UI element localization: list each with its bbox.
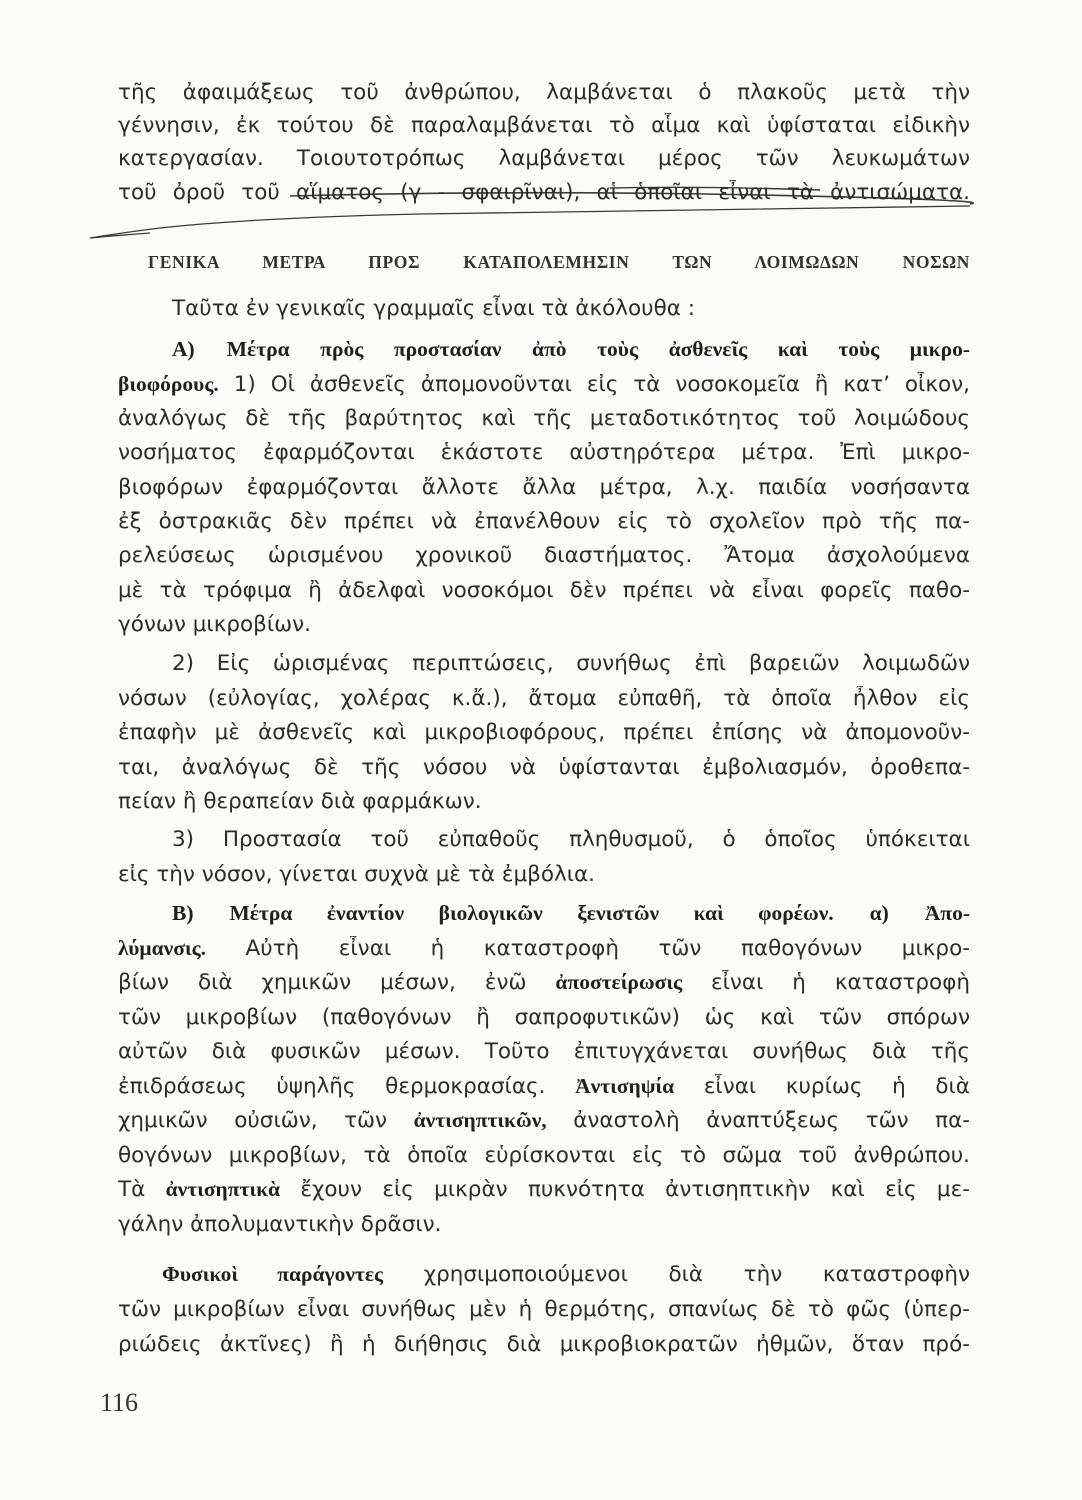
text-line: εἰς τὴν νόσον, γίνεται συχνὰ μὲ τὰ ἐμβόλια. [118,862,596,887]
text-segment: χημικῶν οὐσιῶν, τῶν [118,1108,388,1133]
text-segment: εἶναι κυρίως ἡ διὰ [703,1074,970,1099]
section-b-title-line [172,901,970,926]
text-segment: Τὰ [118,1177,146,1202]
text-segment: βίων διὰ χημικῶν μέσων, ἐνῶ [118,970,527,995]
text-line [118,1177,970,1202]
text-line [118,970,970,995]
text-segment: ἐπιδράσεως ὑψηλῆς θερμοκρασίας. [118,1074,546,1099]
term-physical-factors: Φυσικοὶ παράγοντες [162,1262,384,1286]
text-line: αὐτῶν διὰ φυσικῶν μέσων. Τοῦτο ἐπιτυγχάνεται συνήθως διὰ τῆς [118,1039,970,1064]
text-line: ρελεύσεως ὡρισμένου χρονικοῦ διαστήματος. Ἄτομα ἀσχολούμενα [118,543,970,568]
text-line [118,372,970,397]
text-line: ριώδεις ἀκτῖνες) ἢ ἡ διήθησις διὰ μικροβιοκρατῶν ἠθμῶν, ὅταν πρό- [118,1332,970,1357]
section-a-label: Α) [172,337,195,361]
item1-start: 1) Οἱ ἀσθενεῖς ἀπομονοῦνται εἰς τὰ νοσοκομεῖα ἢ κατ’ οἶκον, [233,372,970,397]
text-line: θογόνων μικροβίων, τὰ ὁποῖα εὑρίσκονται εἰς τὸ σῶμα τοῦ ἀνθρώπου. [118,1143,970,1168]
term-antisiptika-gen: ἀντισηπτικῶν, [413,1108,547,1132]
text-line: τῆς ἀφαιμάξεως τοῦ ἀνθρώπου, λαμβάνεται ὁ πλακοῦς μετὰ τὴν [118,80,970,105]
text-line: τῶν μικροβίων εἶναι συνήθως μὲν ἡ θερμότης, σπανίως δὲ τὸ φῶς (ὑπερ- [118,1297,970,1322]
text-line [118,936,970,961]
term-aposteirosis: ἀποστείρωσις [555,970,683,994]
text-line: 3) Προστασία τοῦ εὐπαθοῦς πληθυσμοῦ, ὁ ὁποῖος ὑπόκειται [172,827,970,852]
text-line [118,1108,970,1133]
text-line: μὲ τὰ τρόφιμα ἢ ἀδελφαὶ νοσοκόμοι δὲν πρέπει νὰ εἶναι φορεῖς παθο- [118,578,970,603]
text-segment: Αὐτὴ εἶναι ἡ καταστροφὴ τῶν παθογόνων μικρο- [245,936,970,961]
text-line: πείαν ἢ θεραπείαν διὰ φαρμάκων. [118,789,482,814]
text-line: νόσων (εὐλογίας, χολέρας κ.ἄ.), ἄτομα εὐπαθῆ, τὰ ὁποῖα ἦλθον εἰς [118,686,970,711]
text-line: νοσήματος ἐφαρμόζονται ἑκάστοτε αὐστηρότερα μέτρα. Ἐπὶ μικρο- [118,440,970,465]
text-line: γέννησιν, ἐκ τούτου δὲ παραλαμβάνεται τὸ αἷμα καὶ ὑφίσταται εἰδικὴν [118,113,970,138]
text-segment: εἶναι ἡ καταστροφὴ [711,970,970,995]
text-line: κατεργασίαν. Τοιουτοτρόπως λαμβάνεται μέρος τῶν λευκωμάτων [118,146,970,171]
text-line: ἀναλόγως δὲ τῆς βαρύτητος καὶ τῆς μεταδοτικότητος τοῦ λοιμώδους [118,406,970,431]
section-heading: ΓΕΝΙΚΑ ΜΕΤΡΑ ΠΡΟΣ ΚΑΤΑΠΟΛΕΜΗΣΙΝ ΤΩΝ ΛΟΙΜΩΔΩΝ ΝΟΣΩΝ [148,252,970,272]
term-antisiptika: ἀντισηπτικὰ [165,1177,281,1201]
sub-a-label: α) [869,901,889,925]
text-segment: χρησιμοποιούμενοι διὰ τὴν καταστροφὴν [423,1262,970,1287]
text-line [162,1262,970,1287]
term-apolymansis-end: λύμανσις. [118,936,207,960]
text-line [118,1074,970,1099]
text-segment: ἀναστολὴ ἀναπτύξεως τῶν πα- [573,1108,970,1133]
text-line: γόνων μικροβίων. [118,612,312,637]
text-line: ἐπαφὴν μὲ ἀσθενεῖς καὶ μικροβιοφόρους, πρέπει ἐπίσης νὰ ἀπομονοῦν- [118,720,970,745]
section-b-label: Β) [172,901,194,925]
section-a-title-end: βιοφόρους. [118,372,219,396]
text-line: ἐξ ὀστρακιᾶς δὲν πρέπει νὰ ἐπανέλθουν εἰς τὸ σχολεῖον πρὸ τῆς πα- [118,509,970,534]
term-antisipsia: Ἀντισηψία [575,1074,675,1098]
general-intro: Ταῦτα ἐν γενικαῖς γραμμαῖς εἶναι τὰ ἀκόλουθα : [172,296,696,321]
text-line: ται, ἀναλόγως δὲ τῆς νόσου νὰ ὑφίστανται ἐμβολιασμόν, ὀροθεπα- [118,755,970,780]
section-a-title-line [172,337,970,362]
section-b-title: Μέτρα ἐναντίον βιολογικῶν ξενιστῶν καὶ φορέων. [229,901,834,925]
text-segment: ἔχουν εἰς μικρὰν πυκνότητα ἀντισηπτικὴν καὶ εἰς με- [300,1177,970,1202]
text-line: τοῦ ὀροῦ τοῦ αἵματος (γ - σφαιρῖναι), αἱ ὁποῖαι εἶναι τὰ ἀντισώματα. [118,180,970,205]
text-line: 2) Εἰς ὡρισμένας περιπτώσεις, συνήθως ἐπὶ βαρειῶν λοιμωδῶν [172,651,970,676]
page-number: 116 [100,1388,139,1417]
section-a-title: Μέτρα πρὸς προστασίαν ἀπὸ τοὺς ἀσθενεῖς καὶ τοὺς μικρο- [226,337,970,361]
term-apolymansis: Ἀπο- [924,901,970,925]
text-line: γάλην ἀπολυμαντικὴν δρᾶσιν. [118,1212,442,1237]
text-line: βιοφόρων ἐφαρμόζονται ἄλλοτε ἄλλα μέτρα, λ.χ. παιδία νοσήσαντα [118,475,970,500]
text-line: τῶν μικροβίων (παθογόνων ἢ σαπροφυτικῶν) ὡς καὶ τῶν σπόρων [118,1005,970,1030]
